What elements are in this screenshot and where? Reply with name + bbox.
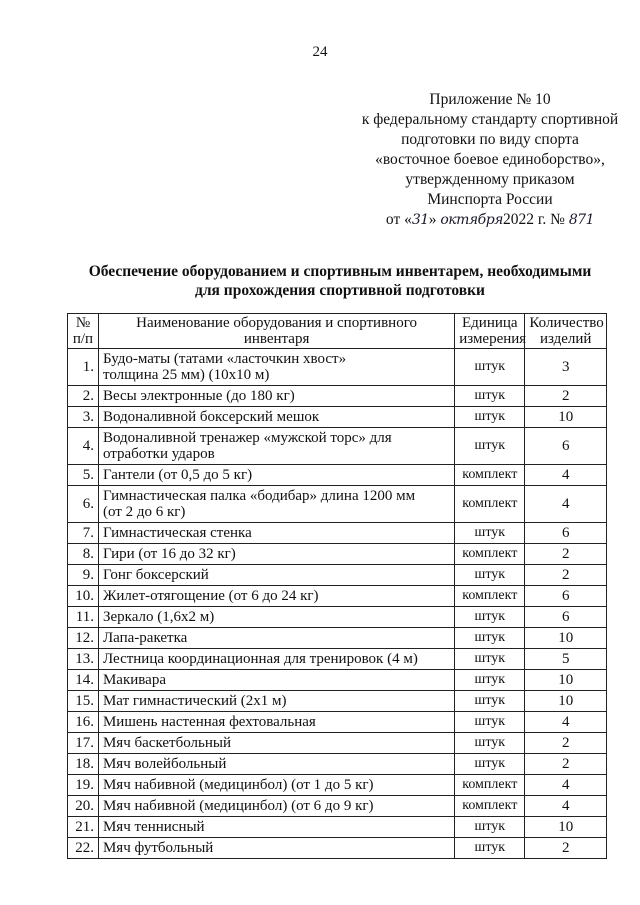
item-name: Весы электронные (до 180 кг) (98, 386, 454, 407)
item-unit: штук (455, 733, 525, 754)
item-name: Лестница координационная для тренировок (4 м) (98, 649, 454, 670)
row-number: 1. (68, 349, 99, 386)
inventory-table (67, 313, 607, 859)
row-number: 10. (68, 586, 99, 607)
item-unit: штук (455, 754, 525, 775)
row-number: 22. (68, 838, 99, 859)
item-unit: комплект (455, 586, 525, 607)
item-quantity: 10 (525, 691, 607, 712)
table-row (68, 670, 607, 691)
heading-line: для прохождения спортивной подготовки (195, 282, 485, 299)
item-quantity: 10 (525, 628, 607, 649)
item-quantity: 4 (525, 465, 607, 486)
row-number: 12. (68, 628, 99, 649)
item-name: Гимнастическая палка «бодибар» длина 1200 мм (от 2 до 6 кг) (98, 486, 454, 523)
row-number: 20. (68, 796, 99, 817)
table-row (68, 607, 607, 628)
item-quantity: 10 (525, 817, 607, 838)
item-unit: штук (455, 649, 525, 670)
table-row (68, 465, 607, 486)
item-quantity: 6 (525, 586, 607, 607)
row-number: 5. (68, 465, 99, 486)
item-name: Водоналивной тренажер «мужской торс» для отработки ударов (98, 428, 454, 465)
item-unit: штук (455, 838, 525, 859)
item-name: Мишень настенная фехтовальная (98, 712, 454, 733)
item-name: Зеркало (1,6х2 м) (98, 607, 454, 628)
table-row (68, 565, 607, 586)
row-number: 3. (68, 407, 99, 428)
date-year: 2022 г. № (502, 211, 569, 228)
row-number: 2. (68, 386, 99, 407)
item-name: Водоналивной боксерский мешок (98, 407, 454, 428)
row-number: 11. (68, 607, 99, 628)
date-day-handwritten: 31 (411, 212, 429, 228)
table-row (68, 649, 607, 670)
item-quantity: 5 (525, 649, 607, 670)
table-row (68, 754, 607, 775)
item-quantity: 2 (525, 838, 607, 859)
item-unit: штук (455, 607, 525, 628)
item-unit: комплект (455, 796, 525, 817)
item-name: Мяч волейбольный (98, 754, 454, 775)
row-number: 8. (68, 544, 99, 565)
table-row (68, 817, 607, 838)
row-number: 19. (68, 775, 99, 796)
item-name: Макивара (98, 670, 454, 691)
item-quantity: 2 (525, 544, 607, 565)
item-quantity: 6 (525, 607, 607, 628)
item-unit: штук (455, 817, 525, 838)
table-row (68, 712, 607, 733)
item-unit: штук (455, 386, 525, 407)
item-unit: штук (455, 670, 525, 691)
table-row (68, 796, 607, 817)
table-row (68, 628, 607, 649)
item-name: Жилет-отягощение (от 6 до 24 кг) (98, 586, 454, 607)
item-quantity: 2 (525, 754, 607, 775)
table-row (68, 386, 607, 407)
item-unit: штук (455, 523, 525, 544)
table-row (68, 428, 607, 465)
item-name: Лапа-ракетка (98, 628, 454, 649)
item-quantity: 4 (525, 712, 607, 733)
date-month-handwritten: октября (440, 212, 503, 228)
item-name: Мяч набивной (медицинбол) (от 6 до 9 кг) (98, 796, 454, 817)
item-unit: штук (455, 628, 525, 649)
table-row (68, 523, 607, 544)
table-row (68, 407, 607, 428)
item-quantity: 2 (525, 386, 607, 407)
row-number: 15. (68, 691, 99, 712)
item-quantity: 2 (525, 733, 607, 754)
table-header-row (68, 314, 607, 349)
item-name: Мяч баскетбольный (98, 733, 454, 754)
item-unit: штук (455, 407, 525, 428)
header-name: Наименование оборудования и спортивного инвентаря (98, 314, 454, 349)
heading-line: Обеспечение оборудованием и спортивным инвентарем, необходимыми (88, 263, 592, 280)
item-quantity: 10 (525, 407, 607, 428)
table-row (68, 775, 607, 796)
item-quantity: 6 (525, 428, 607, 465)
row-number: 13. (68, 649, 99, 670)
header-num: № п/п (68, 314, 99, 349)
item-unit: комплект (455, 486, 525, 523)
appendix-line: к федеральному стандарту спортивной (361, 111, 619, 128)
table-row (68, 486, 607, 523)
appendix-line: утвержденному приказом (405, 171, 575, 188)
item-name: Мяч теннисный (98, 817, 454, 838)
row-number: 17. (68, 733, 99, 754)
table-row (68, 586, 607, 607)
appendix-block (340, 90, 640, 230)
item-unit: штук (455, 691, 525, 712)
item-quantity: 6 (525, 523, 607, 544)
section-heading (40, 262, 640, 300)
date-mid: » (428, 211, 441, 228)
item-unit: комплект (455, 775, 525, 796)
item-unit: штук (455, 349, 525, 386)
appendix-line: подготовки по виду спорта (401, 131, 579, 148)
item-quantity: 4 (525, 486, 607, 523)
header-unit: Единица измерения (455, 314, 525, 349)
appendix-line: Минспорта России (427, 191, 553, 208)
table-row (68, 691, 607, 712)
item-name: Гимнастическая стенка (98, 523, 454, 544)
header-qty: Количество изделий (525, 314, 607, 349)
row-number: 21. (68, 817, 99, 838)
date-prefix: от « (385, 211, 412, 228)
row-number: 18. (68, 754, 99, 775)
item-unit: комплект (455, 544, 525, 565)
item-name: Будо-маты (татами «ласточкин хвост» толщина 25 мм) (10х10 м) (98, 349, 454, 386)
item-quantity: 4 (525, 775, 607, 796)
row-number: 6. (68, 486, 99, 523)
item-unit: комплект (455, 465, 525, 486)
item-unit: штук (455, 565, 525, 586)
row-number: 16. (68, 712, 99, 733)
item-name: Мяч набивной (медицинбол) (от 1 до 5 кг) (98, 775, 454, 796)
row-number: 7. (68, 523, 99, 544)
table-row (68, 349, 607, 386)
item-quantity: 10 (525, 670, 607, 691)
page-number: 24 (312, 44, 328, 60)
item-name: Гонг боксерский (98, 565, 454, 586)
table-row (68, 544, 607, 565)
item-name: Гантели (от 0,5 до 5 кг) (98, 465, 454, 486)
item-quantity: 3 (525, 349, 607, 386)
item-name: Мат гимнастический (2х1 м) (98, 691, 454, 712)
row-number: 4. (68, 428, 99, 465)
order-date-line (340, 210, 640, 230)
item-quantity: 2 (525, 565, 607, 586)
table-row (68, 838, 607, 859)
row-number: 9. (68, 565, 99, 586)
item-unit: штук (455, 428, 525, 465)
row-number: 14. (68, 670, 99, 691)
table-row (68, 733, 607, 754)
item-name: Гири (от 16 до 32 кг) (98, 544, 454, 565)
item-unit: штук (455, 712, 525, 733)
appendix-line: Приложение № 10 (429, 91, 551, 108)
item-quantity: 4 (525, 796, 607, 817)
order-number-handwritten: 871 (568, 212, 595, 228)
item-name: Мяч футбольный (98, 838, 454, 859)
appendix-line: «восточное боевое единоборство», (375, 151, 605, 168)
